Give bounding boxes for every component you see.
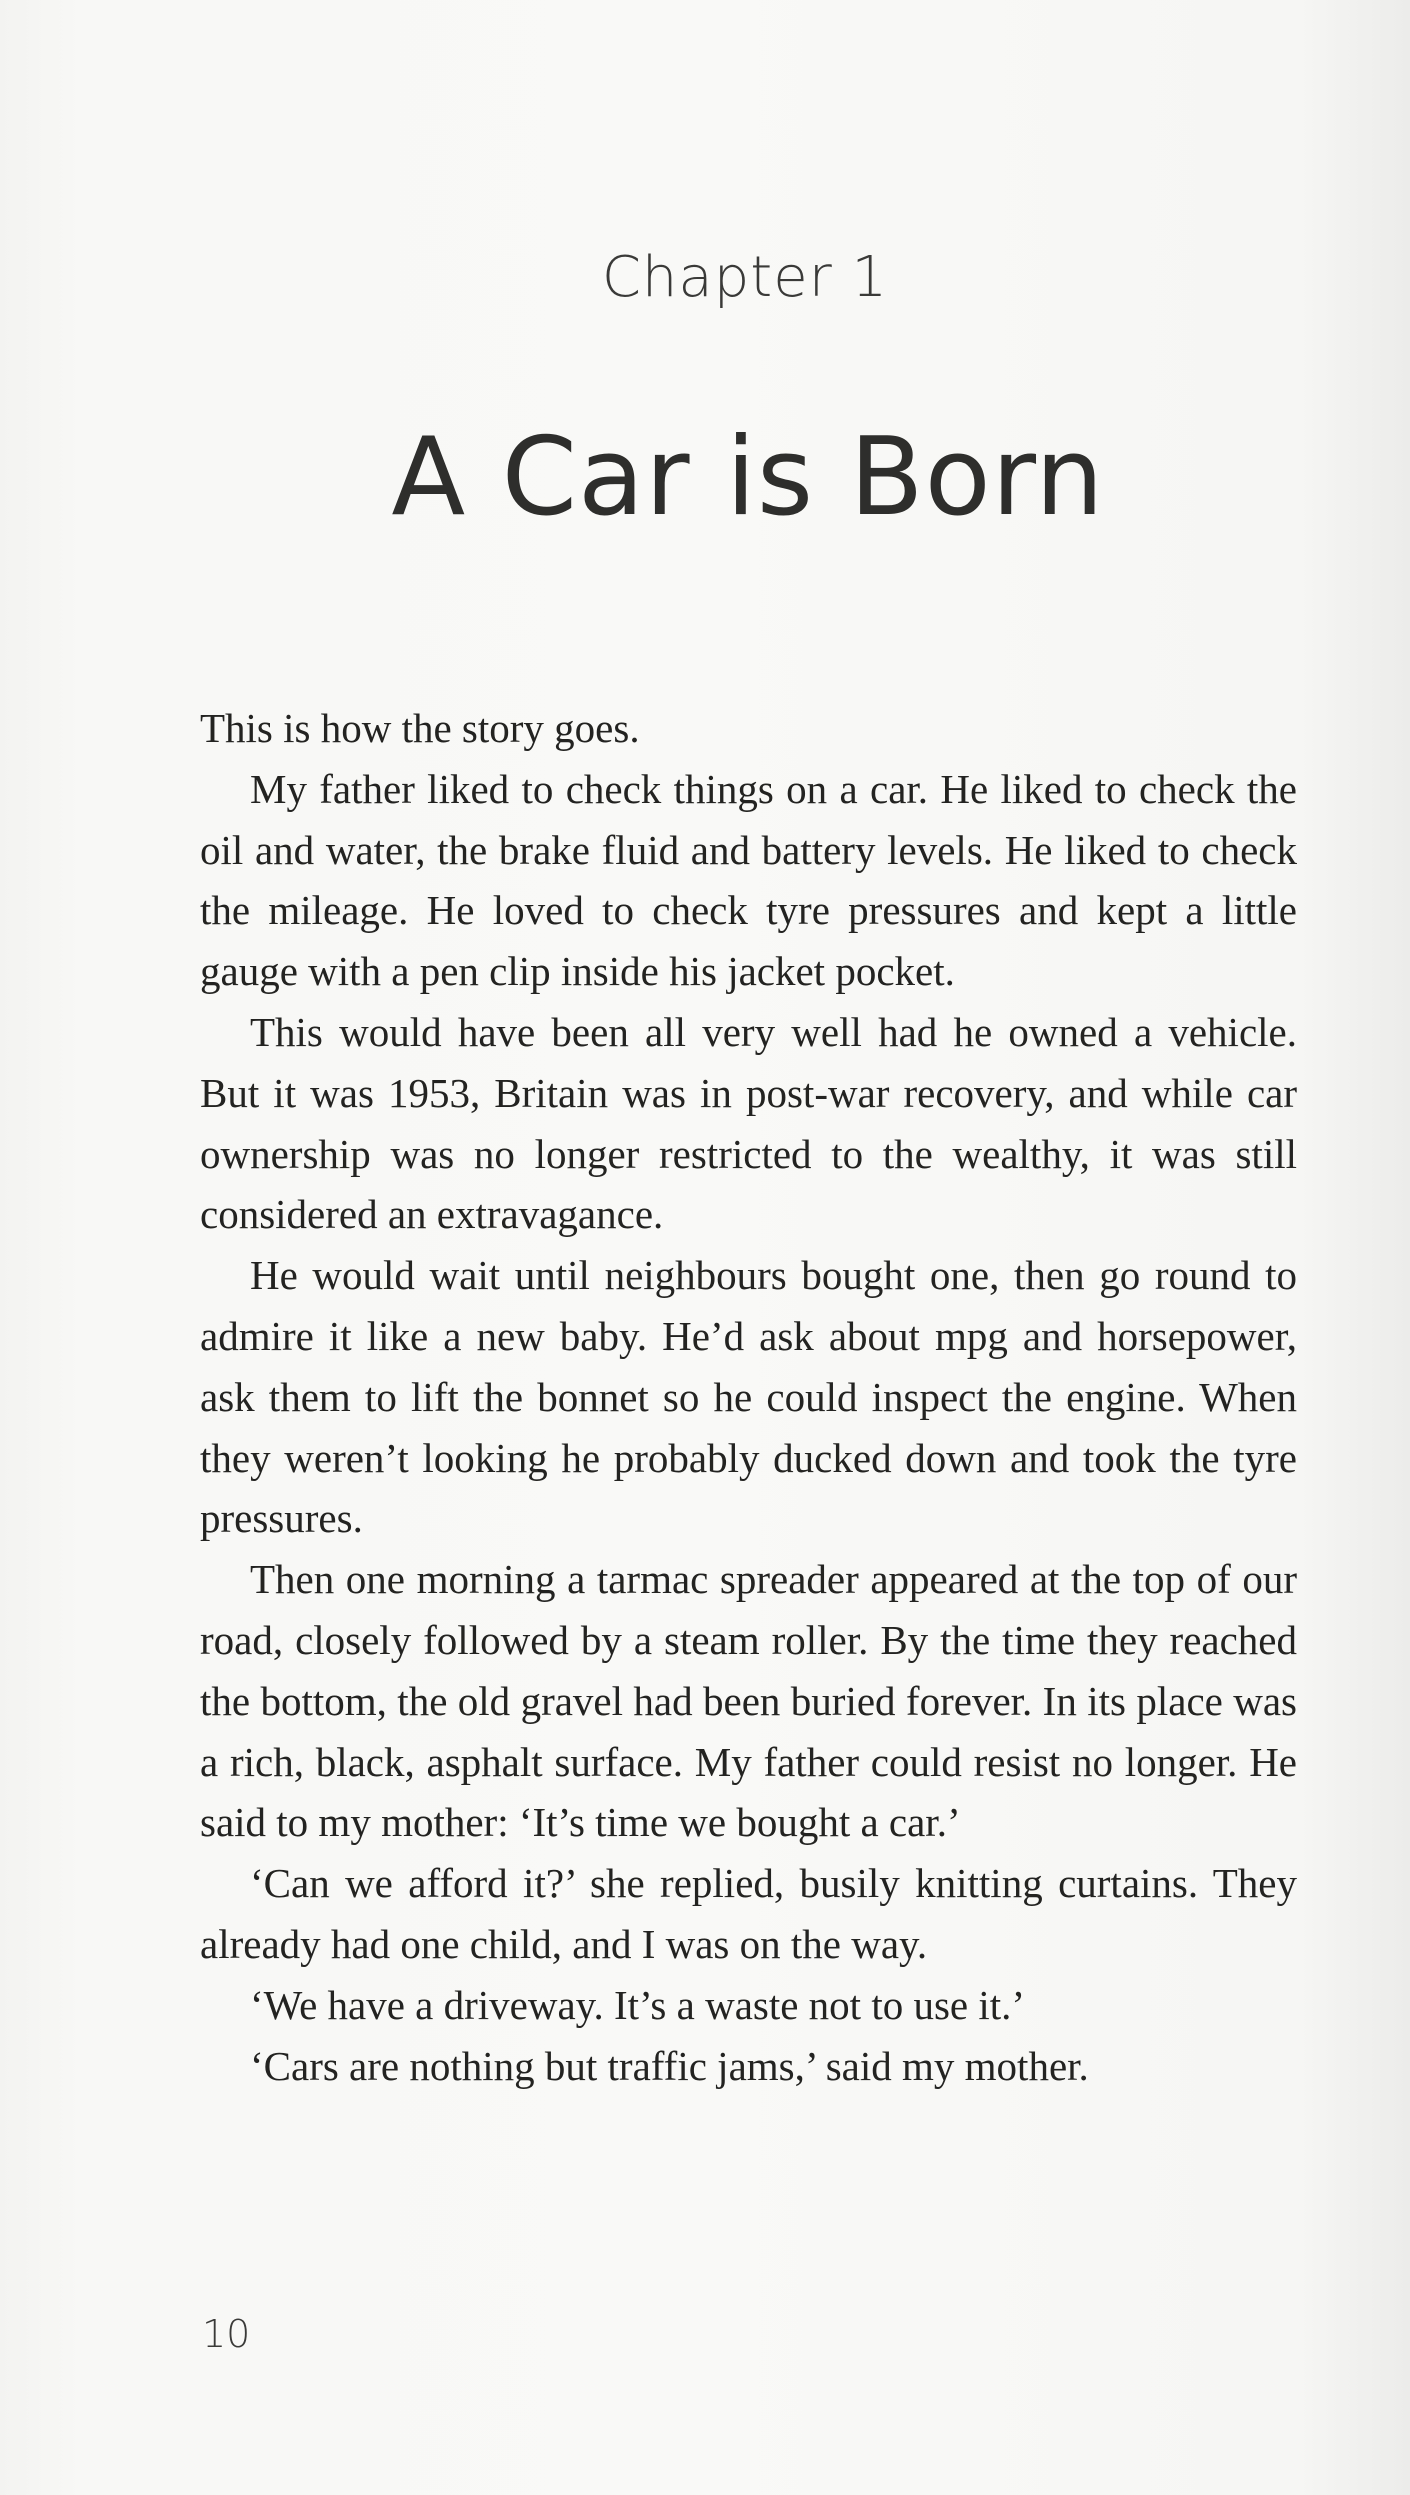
paragraph: This is how the story goes. [200,705,640,751]
paragraph: ‘Can we afford it?’ she replied, busily knitting curtains. They already had one child, and I was on the way. [200,1860,1297,1967]
paragraph: My father liked to check things on a car. He liked to check the oil and water, the brake fluid and battery levels. He liked to check the mileage. He loved to check tyre pressures and kept a little gauge with a pen clip inside his jacket pocket. [200,765,1297,995]
page-number: 10 [202,2312,251,2356]
body-text [200,698,1297,2096]
paragraph: ‘We have a driveway. It’s a waste not to use it.’ [250,1981,1026,2028]
chapter-title: A Car is Born [391,415,1105,540]
paragraph: He would wait until neighbours bought one, then go round to admire it like a new baby. He’d ask about mpg and horsepower, ask them to lift the bonnet so he could inspect the engine. When they weren’t looking he probably ducked down and took the tyre pressures. [200,1252,1297,1542]
paragraph: Then one morning a tarmac spreader appeared at the top of our road, closely followed by a steam roller. By the time they reached the bottom, the old gravel had been buried forever. In its place was a rich, black, asphalt surface. My father could resist no longer. He said to my mother: ‘It’s time we bought a car.’ [200,1556,1297,1846]
paragraph: ‘Cars are nothing but traffic jams,’ said my mother. [250,2042,1089,2089]
paragraph: This would have been all very well had he owned a vehicle. But it was 1953, Britain was in post-war recovery, and while car ownership was no longer restricted to the wealthy, it was still considered an extravagance. [200,1008,1297,1238]
chapter-number: Chapter 1 [601,245,889,310]
